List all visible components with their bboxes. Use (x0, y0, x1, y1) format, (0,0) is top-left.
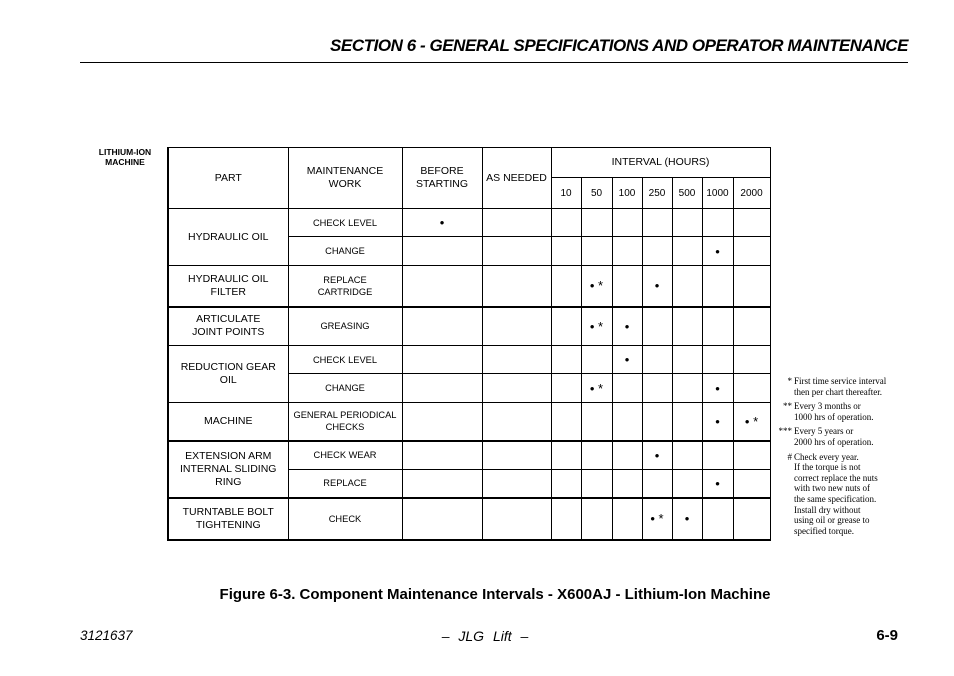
header-before-starting: BEFORE STARTING (402, 148, 482, 209)
mark-100h: • (612, 307, 642, 346)
table-row (168, 441, 770, 470)
mark-10h (551, 266, 581, 307)
mark-1000h: • (702, 403, 733, 441)
mark-1000h: • (702, 237, 733, 266)
footnote-text: First time service interval then per chart thereafter. (794, 376, 887, 397)
mark-500h (672, 441, 702, 470)
maintenance-work: GREASING (288, 307, 402, 346)
table-row (168, 209, 770, 237)
footnote-marker: *** (778, 426, 792, 437)
footer-publisher: – JLG Lift – (441, 628, 529, 644)
mark-2000h (733, 307, 770, 346)
mark-as-needed (482, 403, 551, 441)
figure-caption: Figure 6-3. Component Maintenance Intervals - X600AJ - Lithium-Ion Machine (219, 586, 771, 603)
maintenance-work: CHECK (288, 498, 402, 540)
mark-1000h (702, 266, 733, 307)
mark-500h (672, 374, 702, 403)
table-row (168, 498, 770, 540)
mark-before-starting (402, 441, 482, 470)
footnote-text: Every 5 years or 2000 hrs of operation. (794, 426, 874, 447)
mark-100h: • (612, 346, 642, 374)
mark-50h (581, 498, 612, 540)
interval-50: 50 (581, 178, 612, 209)
mark-50h: • * (581, 307, 612, 346)
mark-250h (642, 237, 672, 266)
footnote-marker: * (787, 376, 792, 386)
mark-50h (581, 470, 612, 498)
mark-50h (581, 209, 612, 237)
header-interval-hours: INTERVAL (HOURS) (551, 148, 770, 178)
document-number: 3121637 (80, 628, 133, 643)
mark-50h (581, 403, 612, 441)
footnote-marker: ** (783, 401, 792, 412)
footnote-text: Every 3 months or 1000 hrs of operation. (794, 401, 874, 422)
mark-as-needed (482, 470, 551, 498)
table-row (168, 403, 770, 441)
interval-1000: 1000 (702, 178, 733, 209)
mark-10h (551, 237, 581, 266)
interval-2000: 2000 (733, 178, 770, 209)
mark-10h (551, 346, 581, 374)
footnote (774, 452, 908, 537)
mark-250h: • (642, 266, 672, 307)
mark-100h (612, 237, 642, 266)
mark-1000h (702, 307, 733, 346)
table-row (168, 307, 770, 346)
header-row (168, 148, 770, 178)
mark-2000h (733, 346, 770, 374)
part-name: HYDRAULIC OIL FILTER (168, 266, 288, 307)
footnote (774, 376, 908, 397)
mark-10h (551, 498, 581, 540)
maintenance-work: REPLACE (288, 470, 402, 498)
mark-250h (642, 470, 672, 498)
mark-100h (612, 470, 642, 498)
footnote-marker: # (787, 451, 792, 462)
table-row (168, 346, 770, 374)
mark-2000h (733, 209, 770, 237)
page-number: 6-9 (876, 627, 898, 644)
mark-2000h (733, 237, 770, 266)
footnote (774, 426, 908, 447)
mark-100h (612, 441, 642, 470)
mark-before-starting (402, 237, 482, 266)
part-name: EXTENSION ARM INTERNAL SLIDING RING (168, 441, 288, 498)
mark-250h: • (642, 441, 672, 470)
footnote-text: Check every year. If the torque is not correct replace the nuts with two new nuts of the same specification. Install dry without using oil or grease to specified torque. (794, 451, 878, 536)
mark-before-starting: • (402, 209, 482, 237)
mark-2000h (733, 441, 770, 470)
mark-50h: • * (581, 266, 612, 307)
mark-before-starting (402, 498, 482, 540)
mark-500h (672, 346, 702, 374)
mark-as-needed (482, 266, 551, 307)
mark-2000h (733, 266, 770, 307)
maintenance-work: CHANGE (288, 237, 402, 266)
mark-before-starting (402, 374, 482, 403)
interval-100: 100 (612, 178, 642, 209)
maintenance-work: CHECK WEAR (288, 441, 402, 470)
mark-500h (672, 209, 702, 237)
mark-1000h (702, 346, 733, 374)
mark-as-needed (482, 346, 551, 374)
mark-50h (581, 441, 612, 470)
mark-250h (642, 209, 672, 237)
maintenance-interval-table (167, 147, 771, 541)
maintenance-work: CHANGE (288, 374, 402, 403)
mark-before-starting (402, 470, 482, 498)
mark-as-needed (482, 498, 551, 540)
mark-250h (642, 403, 672, 441)
mark-10h (551, 209, 581, 237)
part-name: ARTICULATE JOINT POINTS (168, 307, 288, 346)
mark-1000h: • (702, 470, 733, 498)
header-part: PART (168, 148, 288, 209)
mark-2000h (733, 498, 770, 540)
mark-10h (551, 441, 581, 470)
maintenance-work: CHECK LEVEL (288, 346, 402, 374)
mark-500h (672, 237, 702, 266)
mark-as-needed (482, 209, 551, 237)
mark-before-starting (402, 307, 482, 346)
part-name: HYDRAULIC OIL (168, 209, 288, 266)
mark-50h (581, 346, 612, 374)
footnotes (774, 376, 908, 540)
table-row (168, 266, 770, 307)
interval-10: 10 (551, 178, 581, 209)
mark-as-needed (482, 441, 551, 470)
interval-250: 250 (642, 178, 672, 209)
section-title: SECTION 6 - GENERAL SPECIFICATIONS AND OPERATOR MAINTENANCE (330, 36, 908, 55)
mark-10h (551, 307, 581, 346)
header-as-needed: AS NEEDED (482, 148, 551, 209)
header-maintenance-work: MAINTENANCE WORK (288, 148, 402, 209)
mark-2000h: • * (733, 403, 770, 441)
mark-250h (642, 346, 672, 374)
mark-as-needed (482, 307, 551, 346)
mark-2000h (733, 470, 770, 498)
machine-type-label: LITHIUM-ION MACHINE (98, 147, 152, 167)
maintenance-work: REPLACE CARTRIDGE (288, 266, 402, 307)
part-name: TURNTABLE BOLT TIGHTENING (168, 498, 288, 540)
mark-500h (672, 403, 702, 441)
mark-100h (612, 266, 642, 307)
mark-10h (551, 403, 581, 441)
mark-2000h (733, 374, 770, 403)
mark-before-starting (402, 403, 482, 441)
header-divider (80, 62, 908, 63)
mark-500h (672, 266, 702, 307)
mark-500h (672, 470, 702, 498)
interval-500: 500 (672, 178, 702, 209)
mark-100h (612, 403, 642, 441)
mark-1000h (702, 209, 733, 237)
mark-250h: • * (642, 498, 672, 540)
mark-500h (672, 307, 702, 346)
maintenance-work: GENERAL PERIODICAL CHECKS (288, 403, 402, 441)
mark-100h (612, 374, 642, 403)
mark-as-needed (482, 374, 551, 403)
mark-100h (612, 209, 642, 237)
part-name: MACHINE (168, 403, 288, 441)
mark-10h (551, 470, 581, 498)
mark-100h (612, 498, 642, 540)
mark-1000h (702, 441, 733, 470)
mark-before-starting (402, 346, 482, 374)
part-name: REDUCTION GEAR OIL (168, 346, 288, 403)
mark-10h (551, 374, 581, 403)
mark-250h (642, 374, 672, 403)
mark-1000h: • (702, 374, 733, 403)
mark-1000h (702, 498, 733, 540)
footnote (774, 401, 908, 422)
maintenance-work: CHECK LEVEL (288, 209, 402, 237)
mark-250h (642, 307, 672, 346)
mark-as-needed (482, 237, 551, 266)
mark-500h: • (672, 498, 702, 540)
mark-50h (581, 237, 612, 266)
mark-50h: • * (581, 374, 612, 403)
mark-before-starting (402, 266, 482, 307)
